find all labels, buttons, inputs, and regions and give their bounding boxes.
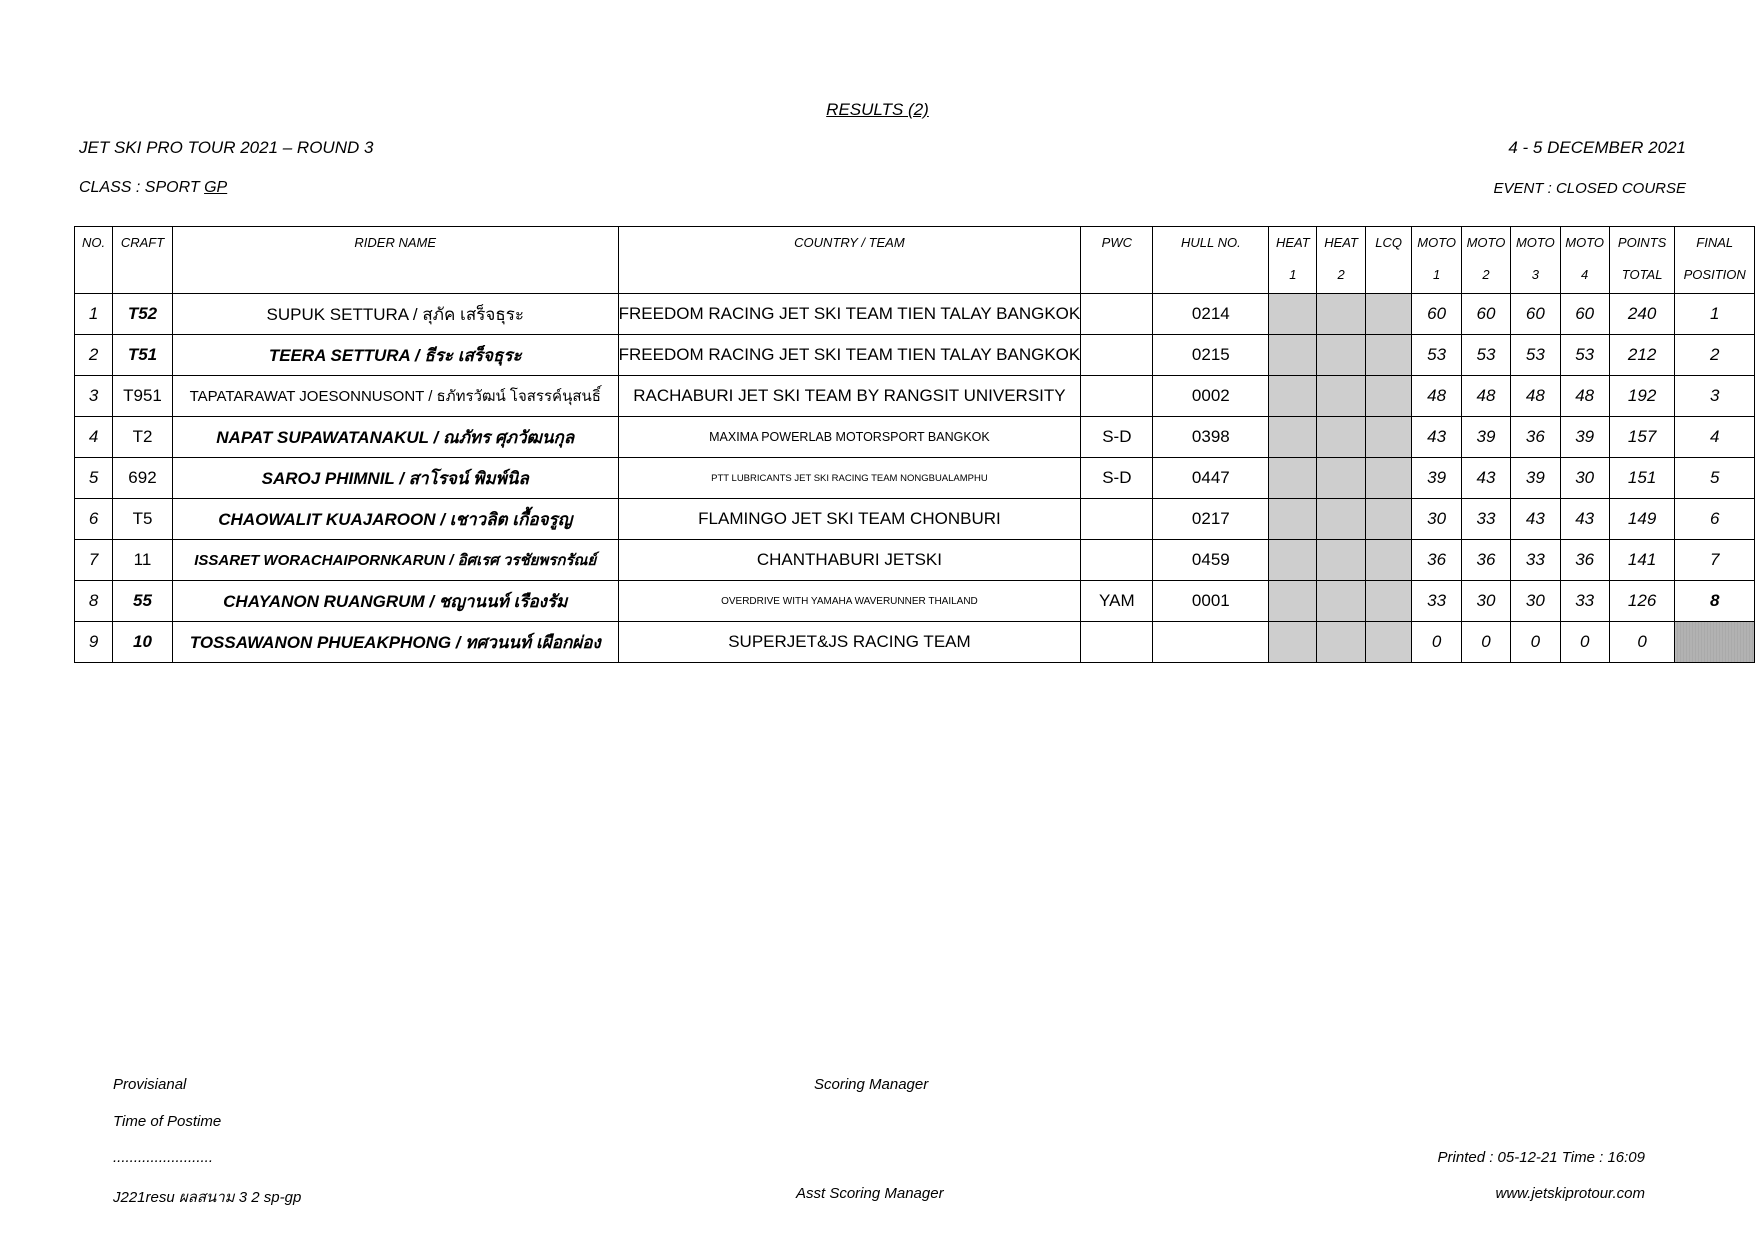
cell-team: MAXIMA POWERLAB MOTORSPORT BANGKOK: [618, 417, 1081, 458]
cell-lcq: [1365, 417, 1412, 458]
cell-final-position: 8: [1675, 581, 1755, 622]
col-header-final-position: FINAL POSITION: [1675, 227, 1755, 294]
cell-heat-1: [1269, 540, 1317, 581]
col-header-moto-3: MOTO 3: [1511, 227, 1560, 294]
website-url: www.jetskiprotour.com: [1495, 1185, 1645, 1202]
cell-moto-3: 33: [1511, 540, 1560, 581]
cell-moto-2: 33: [1461, 499, 1510, 540]
cell-moto-1: 30: [1412, 499, 1461, 540]
cell-points-total: 126: [1609, 581, 1675, 622]
cell-craft: T951: [113, 376, 173, 417]
cell-moto-4: 30: [1560, 458, 1609, 499]
cell-moto-4: 39: [1560, 417, 1609, 458]
cell-moto-4: 33: [1560, 581, 1609, 622]
cell-no: 4: [75, 417, 113, 458]
cell-rider: TOSSAWANON PHUEAKPHONG / ทศวนนท์ เผือกผ่อง: [172, 622, 618, 663]
cell-final-position: [1675, 622, 1755, 663]
cell-moto-3: 48: [1511, 376, 1560, 417]
cell-hull: [1153, 622, 1269, 663]
cell-team: CHANTHABURI JETSKI: [618, 540, 1081, 581]
cell-heat-1: [1269, 581, 1317, 622]
col-header-heat-1: HEAT 1: [1269, 227, 1317, 294]
cell-final-position: 3: [1675, 376, 1755, 417]
col-header-heat-2: HEAT 2: [1317, 227, 1365, 294]
cell-final-position: 2: [1675, 335, 1755, 376]
cell-rider: CHAYANON RUANGRUM / ชญานนท์ เรืองรัม: [172, 581, 618, 622]
cell-rider: SUPUK SETTURA / สุภัค เสร็จธุระ: [172, 294, 618, 335]
cell-no: 9: [75, 622, 113, 663]
cell-moto-4: 48: [1560, 376, 1609, 417]
cell-pwc: [1081, 540, 1153, 581]
cell-hull: 0002: [1153, 376, 1269, 417]
cell-craft: 55: [113, 581, 173, 622]
cell-hull: 0447: [1153, 458, 1269, 499]
cell-moto-2: 39: [1461, 417, 1510, 458]
cell-craft: T52: [113, 294, 173, 335]
cell-no: 8: [75, 581, 113, 622]
table-row: [75, 458, 1755, 499]
class-value: GP: [204, 179, 228, 196]
cell-team: PTT LUBRICANTS JET SKI RACING TEAM NONGBUALAMPHU: [618, 458, 1081, 499]
col-header-lcq: LCQ: [1365, 227, 1412, 294]
cell-moto-3: 30: [1511, 581, 1560, 622]
cell-craft: T2: [113, 417, 173, 458]
table-row: [75, 417, 1755, 458]
cell-moto-3: 39: [1511, 458, 1560, 499]
cell-pwc: S-D: [1081, 417, 1153, 458]
cell-heat-1: [1269, 499, 1317, 540]
page-title: RESULTS (2): [826, 100, 929, 119]
col-header-no: NO.: [75, 227, 113, 294]
cell-heat-2: [1317, 458, 1365, 499]
cell-heat-1: [1269, 417, 1317, 458]
cell-moto-1: 43: [1412, 417, 1461, 458]
cell-moto-2: 48: [1461, 376, 1510, 417]
cell-moto-3: 60: [1511, 294, 1560, 335]
cell-moto-4: 36: [1560, 540, 1609, 581]
cell-heat-2: [1317, 499, 1365, 540]
cell-lcq: [1365, 335, 1412, 376]
cell-heat-2: [1317, 540, 1365, 581]
cell-moto-4: 0: [1560, 622, 1609, 663]
cell-final-position: 6: [1675, 499, 1755, 540]
cell-final-position: 5: [1675, 458, 1755, 499]
scoring-manager-label: Scoring Manager: [814, 1076, 929, 1093]
cell-lcq: [1365, 294, 1412, 335]
class-label: [79, 179, 227, 197]
col-header-moto-1: MOTO 1: [1412, 227, 1461, 294]
table-row: [75, 499, 1755, 540]
cell-lcq: [1365, 581, 1412, 622]
cell-hull: 0459: [1153, 540, 1269, 581]
cell-pwc: [1081, 376, 1153, 417]
event-type: EVENT : CLOSED COURSE: [1493, 180, 1686, 197]
table-row: [75, 294, 1755, 335]
cell-team: FLAMINGO JET SKI TEAM CHONBURI: [618, 499, 1081, 540]
cell-moto-1: 39: [1412, 458, 1461, 499]
asst-scoring-manager-label: Asst Scoring Manager: [796, 1185, 944, 1202]
cell-heat-2: [1317, 622, 1365, 663]
cell-heat-2: [1317, 335, 1365, 376]
cell-moto-1: 60: [1412, 294, 1461, 335]
cell-rider: TAPATARAWAT JOESONNUSONT / ธภัทรวัฒน์ โจสรรค์นุสนธิ์: [172, 376, 618, 417]
cell-rider: SAROJ PHIMNIL / สาโรจน์ พิมพ์นิล: [172, 458, 618, 499]
cell-pwc: [1081, 499, 1153, 540]
cell-points-total: 192: [1609, 376, 1675, 417]
cell-points-total: 157: [1609, 417, 1675, 458]
cell-heat-2: [1317, 376, 1365, 417]
cell-pwc: S-D: [1081, 458, 1153, 499]
cell-heat-1: [1269, 294, 1317, 335]
table-row: [75, 335, 1755, 376]
cell-heat-2: [1317, 417, 1365, 458]
cell-team: SUPERJET&JS RACING TEAM: [618, 622, 1081, 663]
cell-craft: 10: [113, 622, 173, 663]
cell-moto-1: 36: [1412, 540, 1461, 581]
cell-hull: 0214: [1153, 294, 1269, 335]
cell-moto-1: 53: [1412, 335, 1461, 376]
cell-heat-1: [1269, 458, 1317, 499]
cell-heat-2: [1317, 294, 1365, 335]
cell-points-total: 212: [1609, 335, 1675, 376]
cell-points-total: 240: [1609, 294, 1675, 335]
cell-no: 5: [75, 458, 113, 499]
table-row: [75, 581, 1755, 622]
cell-moto-1: 0: [1412, 622, 1461, 663]
table-row: [75, 622, 1755, 663]
cell-moto-2: 53: [1461, 335, 1510, 376]
cell-craft: 692: [113, 458, 173, 499]
cell-moto-2: 0: [1461, 622, 1510, 663]
cell-moto-2: 36: [1461, 540, 1510, 581]
cell-rider: TEERA SETTURA / ธีระ เสร็จธุระ: [172, 335, 618, 376]
cell-rider: ISSARET WORACHAIPORNKARUN / อิศเรศ วรชัยพรกรัณย์: [172, 540, 618, 581]
cell-moto-2: 30: [1461, 581, 1510, 622]
cell-points-total: 151: [1609, 458, 1675, 499]
cell-heat-2: [1317, 581, 1365, 622]
col-header-points-total: POINTS TOTAL: [1609, 227, 1675, 294]
cell-moto-3: 36: [1511, 417, 1560, 458]
cell-lcq: [1365, 622, 1412, 663]
col-header-country-team: COUNTRY / TEAM: [618, 227, 1081, 294]
cell-hull: 0215: [1153, 335, 1269, 376]
cell-craft: 11: [113, 540, 173, 581]
cell-heat-1: [1269, 376, 1317, 417]
file-reference: J221resu ผลสนาม 3 2 sp-gp: [113, 1189, 302, 1206]
cell-lcq: [1365, 458, 1412, 499]
cell-team: OVERDRIVE WITH YAMAHA WAVERUNNER THAILAND: [618, 581, 1081, 622]
cell-moto-4: 60: [1560, 294, 1609, 335]
cell-moto-2: 43: [1461, 458, 1510, 499]
cell-moto-1: 33: [1412, 581, 1461, 622]
cell-pwc: [1081, 294, 1153, 335]
event-name: JET SKI PRO TOUR 2021 – ROUND 3: [79, 138, 374, 157]
cell-final-position: 4: [1675, 417, 1755, 458]
cell-lcq: [1365, 499, 1412, 540]
col-header-moto-2: MOTO 2: [1461, 227, 1510, 294]
cell-no: 3: [75, 376, 113, 417]
cell-final-position: 7: [1675, 540, 1755, 581]
cell-team: RACHABURI JET SKI TEAM BY RANGSIT UNIVERSITY: [618, 376, 1081, 417]
cell-rider: CHAOWALIT KUAJAROON / เชาวลิต เกื้อจรูญ: [172, 499, 618, 540]
provisional-label: Provisianal: [113, 1076, 187, 1093]
cell-team: FREEDOM RACING JET SKI TEAM TIEN TALAY BANGKOK: [618, 335, 1081, 376]
table-row: [75, 540, 1755, 581]
cell-craft: T51: [113, 335, 173, 376]
event-date: 4 - 5 DECEMBER 2021: [1508, 138, 1686, 157]
col-header-pwc: PWC: [1081, 227, 1153, 294]
cell-moto-3: 0: [1511, 622, 1560, 663]
cell-lcq: [1365, 376, 1412, 417]
cell-no: 6: [75, 499, 113, 540]
cell-pwc: [1081, 622, 1153, 663]
col-header-hull-no: HULL NO.: [1153, 227, 1269, 294]
col-header-craft: CRAFT: [113, 227, 173, 294]
cell-lcq: [1365, 540, 1412, 581]
cell-hull: 0217: [1153, 499, 1269, 540]
cell-pwc: YAM: [1081, 581, 1153, 622]
cell-craft: T5: [113, 499, 173, 540]
time-of-postime-label: Time of Postime: [113, 1113, 222, 1130]
cell-no: 1: [75, 294, 113, 335]
postime-dots: ........................: [113, 1149, 214, 1166]
cell-no: 2: [75, 335, 113, 376]
cell-moto-1: 48: [1412, 376, 1461, 417]
cell-heat-1: [1269, 622, 1317, 663]
cell-team: FREEDOM RACING JET SKI TEAM TIEN TALAY BANGKOK: [618, 294, 1081, 335]
cell-moto-4: 43: [1560, 499, 1609, 540]
cell-moto-4: 53: [1560, 335, 1609, 376]
cell-hull: 0398: [1153, 417, 1269, 458]
col-header-rider-name: RIDER NAME: [172, 227, 618, 294]
cell-no: 7: [75, 540, 113, 581]
header-row: [75, 227, 1755, 294]
cell-hull: 0001: [1153, 581, 1269, 622]
table-row: [75, 376, 1755, 417]
cell-points-total: 141: [1609, 540, 1675, 581]
cell-heat-1: [1269, 335, 1317, 376]
printed-timestamp: Printed : 05-12-21 Time : 16:09: [1437, 1149, 1645, 1166]
cell-moto-2: 60: [1461, 294, 1510, 335]
cell-rider: NAPAT SUPAWATANAKUL / ณภัทร ศุภวัฒนกุล: [172, 417, 618, 458]
col-header-moto-4: MOTO 4: [1560, 227, 1609, 294]
cell-pwc: [1081, 335, 1153, 376]
cell-points-total: 149: [1609, 499, 1675, 540]
cell-final-position: 1: [1675, 294, 1755, 335]
class-prefix: CLASS : SPORT: [79, 179, 205, 196]
cell-points-total: 0: [1609, 622, 1675, 663]
cell-moto-3: 53: [1511, 335, 1560, 376]
results-table: [74, 226, 1755, 663]
cell-moto-3: 43: [1511, 499, 1560, 540]
